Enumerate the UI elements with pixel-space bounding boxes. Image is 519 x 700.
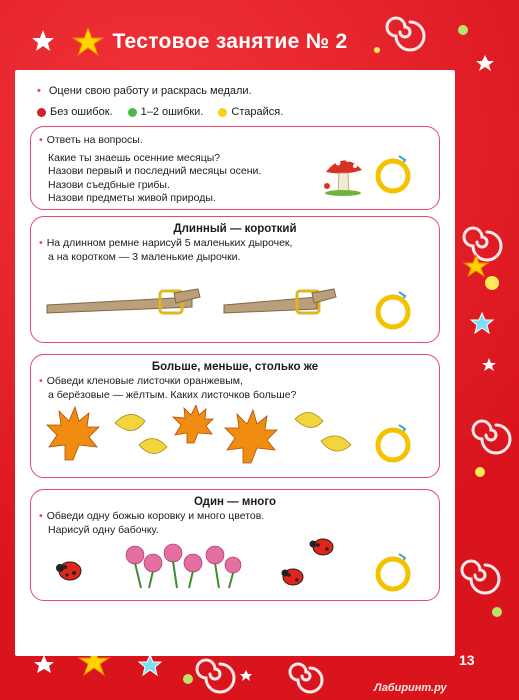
medal-icon[interactable] [373,552,413,592]
legend-item-yellow [218,105,283,119]
bullet-icon: • [37,85,41,97]
page-number: 13 [459,652,475,668]
section-line: а берёзовые — жёлтым. Каких листочков больше? [48,388,297,401]
line-text: На длинном ремне нарисуй 5 маленьких дырочек, [46,237,293,249]
intro-instruction [37,84,437,98]
section-title: Больше, меньше, столько же [151,361,319,373]
watermark-logo: Лабиринт.ру [374,682,447,694]
section-line [39,510,439,524]
legend-label: Старайся. [231,106,284,118]
legend-item-green [128,105,204,119]
section-line [39,134,439,148]
section-line: Назови первый и последний месяцы осени. [48,165,262,177]
section-line: Какие ты знаешь осенние месяцы? [48,151,221,164]
section-title: Один — много [193,496,276,508]
medal-legend [37,105,437,119]
section-line [39,237,439,251]
legend-label: 1–2 ошибки. [140,106,204,118]
medal-icon[interactable] [373,423,413,463]
page-title: Тестовое занятие № 2 [112,30,348,53]
section-line: а на коротком — 3 маленькие дырочки. [48,250,241,263]
medal-icon[interactable] [373,154,413,194]
bullet-icon: • [39,375,43,387]
section-title: Длинный — короткий [173,223,297,235]
bullet-icon: • [39,237,43,249]
line-text: Ответь на вопросы. [46,134,143,146]
section-line: Назови съедбные грибы. [48,178,170,191]
green-dot-icon [128,108,137,117]
yellow-dot-icon [218,108,227,117]
line-text: Обведи кленовые листочки оранжевым, [46,375,243,387]
medal-icon[interactable] [373,290,413,330]
section-line [39,375,439,389]
bullet-icon: • [39,134,43,146]
intro-block [37,84,437,119]
red-dot-icon [37,108,46,117]
legend-item-red [37,105,113,119]
bullet-icon: • [39,510,43,522]
instruction-text: Оцени свою работу и раскрась медали. [48,85,252,97]
line-text: Обведи одну божью коровку и много цветов. [46,510,265,522]
section-line: Нарисуй одну бабочку. [48,523,159,536]
section-line: Назови предметы живой природы. [48,192,216,204]
legend-label: Без ошибок. [50,106,113,118]
